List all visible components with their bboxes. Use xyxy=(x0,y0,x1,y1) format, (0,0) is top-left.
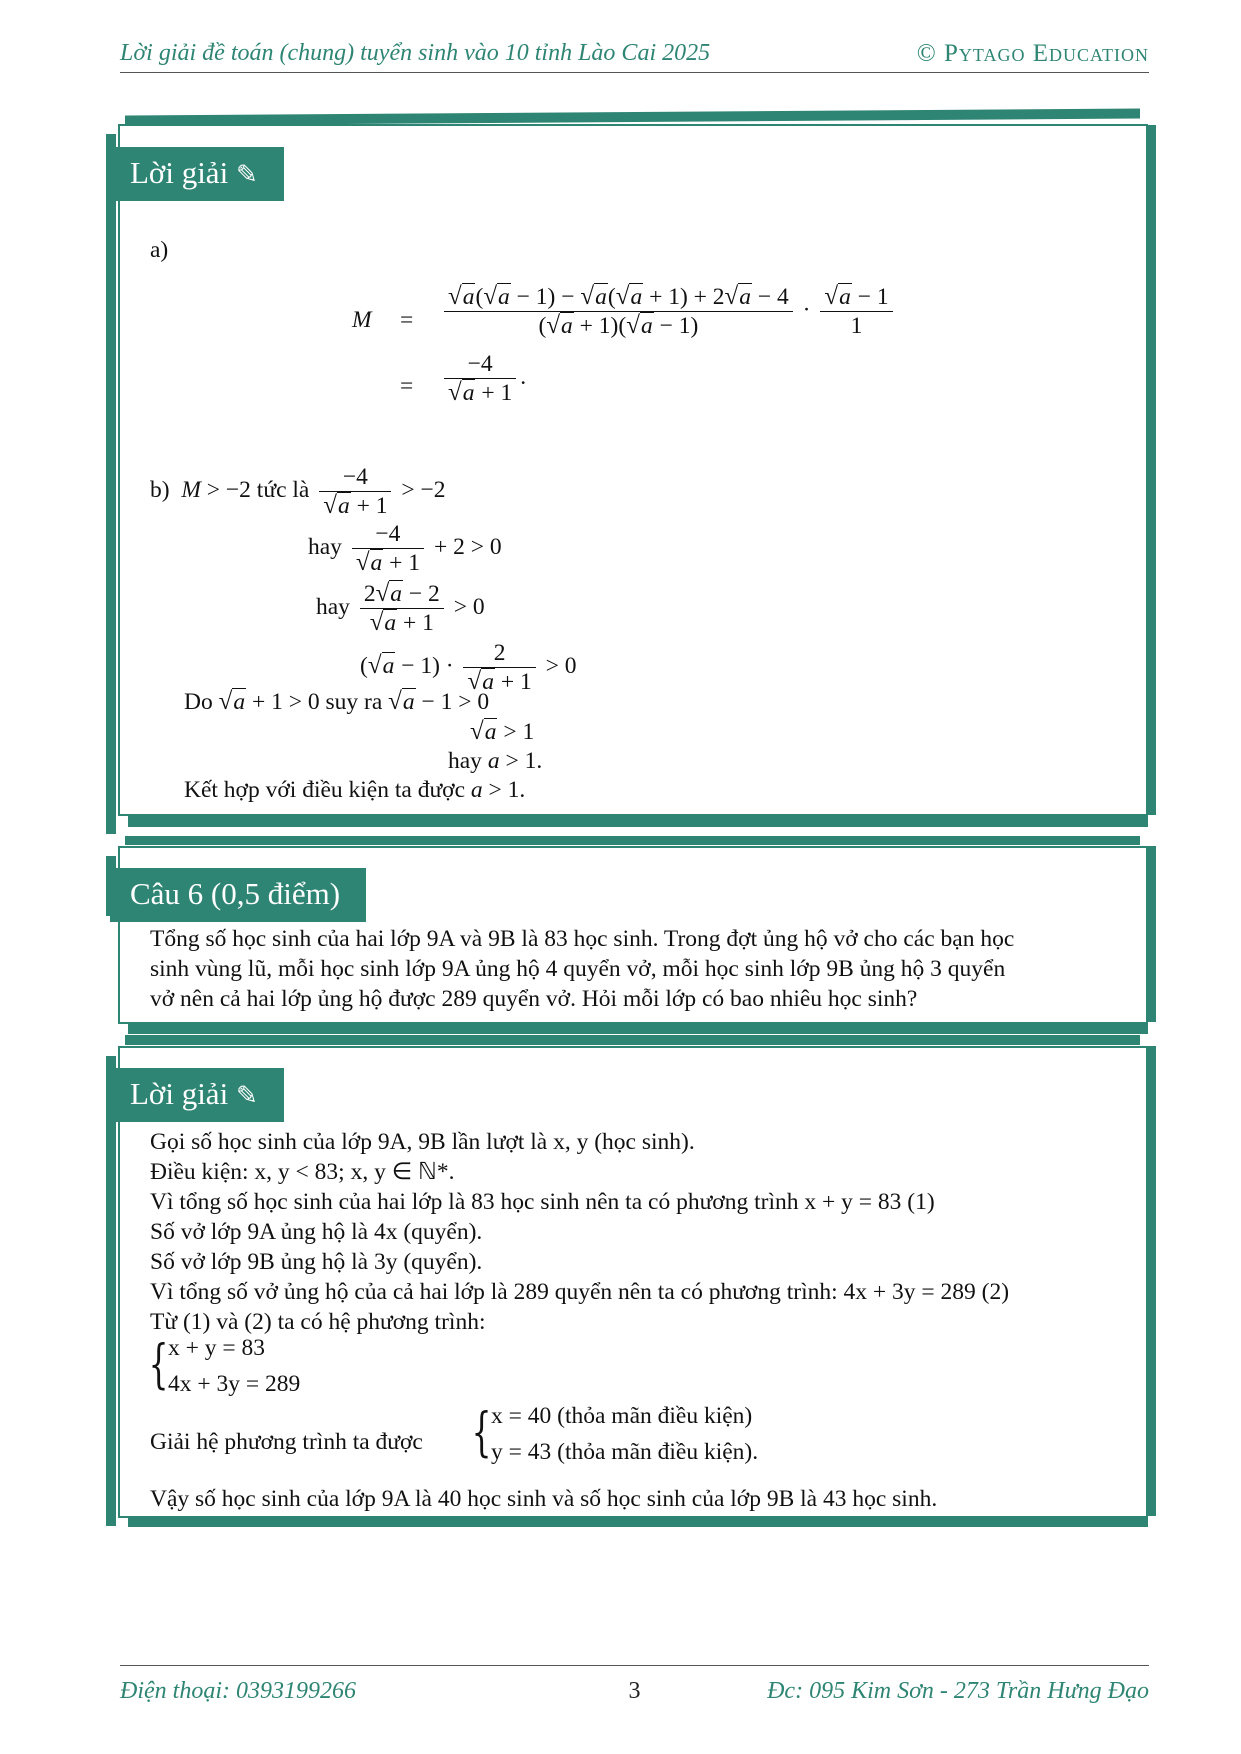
hay-label: hay xyxy=(316,593,350,620)
sol2-line-1: Gọi số học sinh của lớp 9A, 9B lần lượt là x, y (học sinh). xyxy=(150,1129,695,1155)
edit-icon: ✎ xyxy=(235,160,258,189)
system-eq-2: 4x + 3y = 289 xyxy=(168,1371,301,1397)
eq-equals-2: = xyxy=(400,373,414,399)
system-brace: { xyxy=(148,1335,169,1395)
solution-tag-label: Lời giải xyxy=(130,155,229,190)
suy-ra-label: suy ra xyxy=(325,689,383,715)
solution-tag-1 xyxy=(110,147,284,201)
footer-phone: Điện thoại: 0393199266 xyxy=(120,1678,356,1704)
solution-x: x = 40 (thỏa mãn điều kiện) xyxy=(491,1403,753,1429)
sol2-line-7: Từ (1) và (2) ta có hệ phương trình: xyxy=(150,1309,486,1335)
footer-address: Đc: 095 Kim Sơn - 273 Trần Hưng Đạo xyxy=(767,1678,1149,1704)
question-6-text xyxy=(150,924,1130,1014)
part-a-label: a) xyxy=(150,237,169,263)
part-b-conclusion: Kết hợp với điều kiện ta được a > 1. xyxy=(184,777,526,803)
q6-shadow-top xyxy=(125,836,1140,845)
eq-m-line1: $\frac{√a(√a - 1) - √a(√a + 1) + 2√a - 4}{(√a + 1)(√a - 1)}$ · $\frac{√a - 1}{1}$ xyxy=(440,283,897,340)
solution-tag-2 xyxy=(110,1068,284,1122)
sol2-shadow-top xyxy=(125,1035,1140,1045)
sol2-line-5: Số vở lớp 9B ủng hộ là 3y (quyển). xyxy=(150,1249,483,1275)
hay-label: hay xyxy=(308,533,342,560)
sol2-line-2: Điều kiện: x, y < 83; x, y ∈ ℕ*. xyxy=(150,1159,455,1185)
solution-y: y = 43 (thỏa mãn điều kiện). xyxy=(491,1439,759,1465)
part-b-line6: √a > 1 xyxy=(470,718,535,745)
part-b-line7: hay a > 1. xyxy=(448,748,543,774)
part-b-line1: b) M > −2 tức là $\frac{-4}{√a + 1}$ > −2 xyxy=(150,464,446,519)
solution-2-content xyxy=(150,1127,1130,1517)
solve-text: Giải hệ phương trình ta được xyxy=(150,1429,423,1455)
sol2-line-3: Vì tổng số học sinh của hai lớp là 83 học sinh nên ta có phương trình x + y = 83 (1) xyxy=(150,1189,935,1215)
equation-system xyxy=(150,1333,450,1403)
solution-system xyxy=(471,1397,875,1473)
solution-brace: { xyxy=(471,1403,492,1463)
page-header xyxy=(120,38,1149,73)
part-b-label: b) xyxy=(150,476,170,503)
q6-line-1: Tổng số học sinh của hai lớp 9A và 9B là 83 học sinh. Trong đợt ủng hộ vở cho các bạn học xyxy=(150,926,1015,952)
conclusion-text: Kết hợp với điều kiện ta được xyxy=(184,777,466,803)
box-shadow-bottom xyxy=(128,815,1148,827)
final-answer: Vậy số học sinh của lớp 9A là 40 học sinh và số học sinh của lớp 9B là 43 học sinh. xyxy=(150,1486,938,1512)
sol2-line-4: Số vở lớp 9A ủng hộ là 4x (quyển). xyxy=(150,1219,483,1245)
q6-line-3: vở nên cả hai lớp ủng hộ được 289 quyển vở. Hỏi mỗi lớp có bao nhiêu học sinh? xyxy=(150,986,918,1012)
sol2-tag-shadow xyxy=(106,1056,116,1526)
hay-label: hay xyxy=(448,748,482,774)
eq-equals-1: = xyxy=(400,307,414,333)
header-title: Lời giải đề toán (chung) tuyển sinh vào 10 tỉnh Lào Cai 2025 xyxy=(120,40,711,66)
part-b-line5: Do √a + 1 > 0 suy ra √a − 1 > 0 xyxy=(184,688,490,715)
part-b-line4: (√a − 1) · $\frac{2}{√a + 1}$ > 0 xyxy=(360,640,577,695)
box-shadow-top xyxy=(125,108,1140,125)
page-footer xyxy=(120,1665,1149,1706)
part-b-line2: hay $\frac{-4}{√a + 1}$ + 2 > 0 xyxy=(308,521,502,576)
system-eq-1: x + y = 83 xyxy=(168,1335,266,1361)
eq-m-lhs: M xyxy=(352,307,372,333)
tag-shadow xyxy=(106,134,116,834)
sol2-line-6: Vì tổng số vở ủng hộ của cả hai lớp là 289 quyển nên ta có phương trình: 4x + 3y = 289 (2) xyxy=(150,1279,1010,1305)
solution-tag-label: Lời giải xyxy=(130,1076,229,1111)
solution-1-content xyxy=(150,235,1110,805)
question-6-tag: Câu 6 (0,5 điểm) xyxy=(110,868,366,922)
do-label: Do xyxy=(184,689,213,715)
page-number: 3 xyxy=(628,1678,641,1704)
header-brand: © Pytago Education xyxy=(916,40,1149,67)
q6-line-2: sinh vùng lũ, mỗi học sinh lớp 9A ủng hộ 4 quyển vở, mỗi học sinh lớp 9B ủng hộ 3 quyển xyxy=(150,956,1006,982)
eq-m-line2: $\frac{-4}{√a + 1}$ . xyxy=(440,350,526,407)
edit-icon: ✎ xyxy=(235,1081,258,1110)
part-b-connector: tức là xyxy=(256,476,310,503)
part-b-line3: hay $\frac{2√a - 2}{√a + 1}$ > 0 xyxy=(316,580,485,636)
